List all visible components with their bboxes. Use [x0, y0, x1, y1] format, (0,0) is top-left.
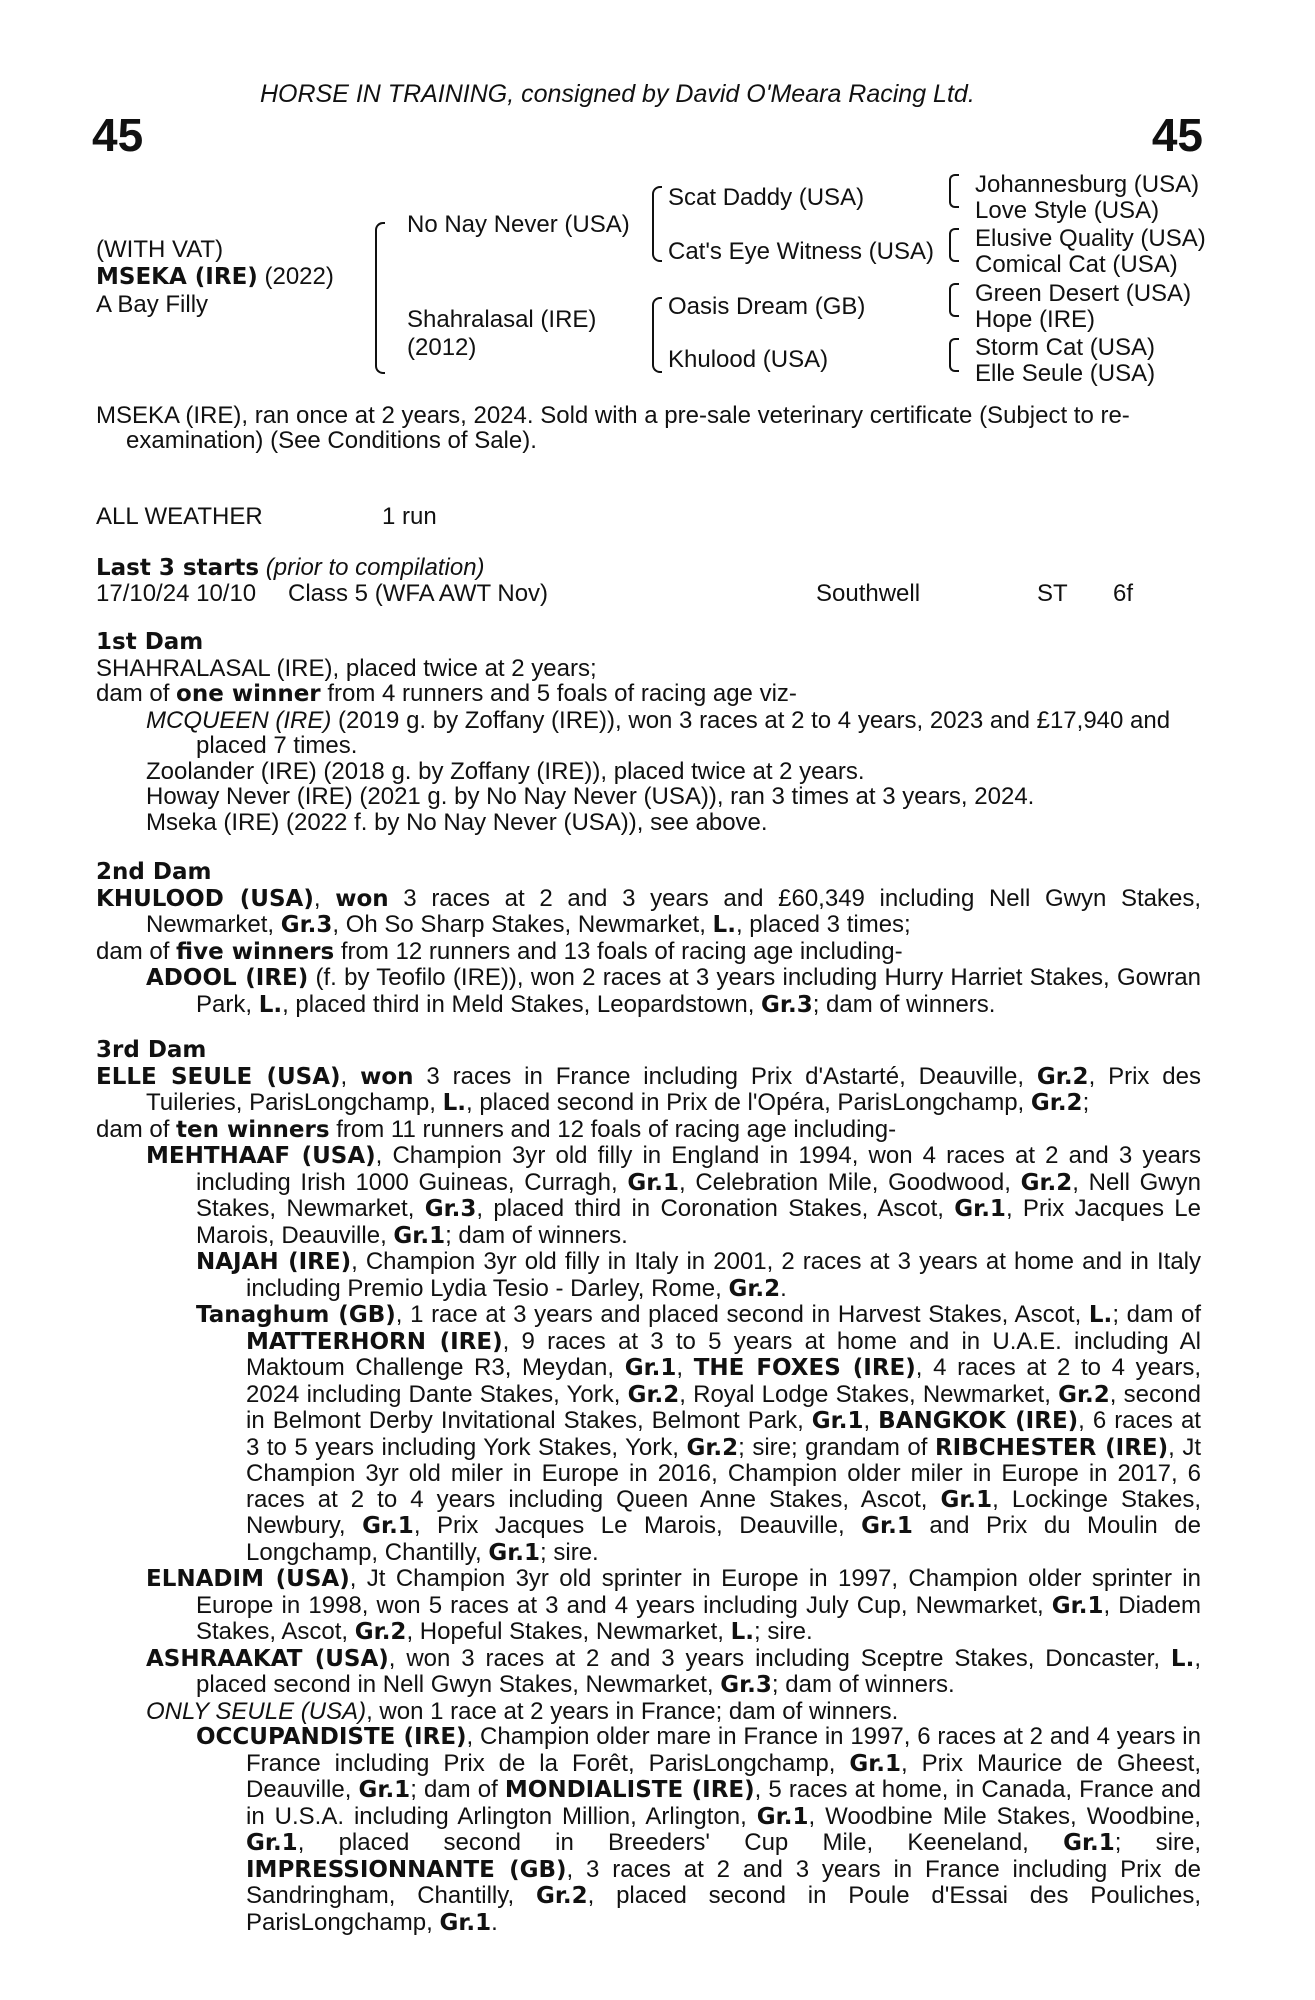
pedigree-brace-dam [652, 297, 662, 373]
third-dam-section [96, 1038, 1201, 1936]
offspring-adool: ADOOL (IRE) (f. by Teofilo (IRE)), won 2 races at 3 years including Hurry Harriet Stakes, Gowran Park, L., placed third in Meld Stakes, Leopardstown, Gr.3; dam of winners. [146, 964, 1201, 1018]
pedigree-brace-main [375, 222, 385, 374]
start-race: Class 5 (WFA AWT Nov) [288, 580, 549, 607]
pedigree-gen3-6: Hope (IRE) [975, 306, 1096, 333]
pedigree-sire-dam: Cat's Eye Witness (USA) [668, 238, 934, 265]
first-dam-heading: 1st Dam [96, 629, 204, 655]
start-course: Southwell [816, 580, 921, 607]
record-runs: 1 run [382, 503, 437, 530]
offspring-ashraakat: ASHRAAKAT (USA), won 3 races at 2 and 3 years including Sceptre Stakes, Doncaster, L., placed second in Nell Gwyn Stakes, Newmarket, Gr.3; dam of winners. [146, 1644, 1201, 1698]
offspring-mseka: Mseka (IRE) (2022 f. by No Nay Never (USA)), see above. [146, 808, 768, 836]
last-starts-heading-line [96, 554, 485, 582]
second-dam-record: KHULOOD (USA), won 3 races at 2 and 3 years and £60,349 including Nell Gwyn Stakes, Newmarket, Gr.3, Oh So Sharp Stakes, Newmarket, L., placed 3 times; [96, 884, 1202, 938]
pedigree-brace-g1 [949, 174, 959, 208]
pedigree-sire-sire: Scat Daddy (USA) [668, 184, 865, 211]
pedigree-dam-sire: Oasis Dream (GB) [668, 293, 866, 320]
horse-year: (2022) [264, 263, 334, 290]
pedigree-brace-g3 [949, 283, 959, 317]
pedigree-dam: Shahralasal (IRE) [407, 306, 597, 333]
pedigree-gen3-2: Love Style (USA) [975, 197, 1160, 224]
summary-line-2: examination) (See Conditions of Sale). [126, 427, 537, 454]
offspring-tanaghum: Tanaghum (GB), 1 race at 3 years and placed second in Harvest Stakes, Ascot, L.; dam of MATTERHORN (IRE), 9 races at 3 to 5 years at home and in U.A.E. including Al Maktoum Challenge R3, Meydan, Gr.1, THE FOXES (IRE), 4 races at 2 to 4 years, 2024 including Dante Stakes, York, Gr.2, Royal Lodge Stakes, Newmarket, Gr.2, second in Belmont Derby Invitational Stakes, Belmont Park, Gr.1, BANGKOK (IRE), 6 races at 3 to 5 years including York Stakes, York, Gr.2; sire; grandam of RIBCHESTER (IRE), Jt Champion 3yr old miler in Europe in 2016, Champion older miler in Europe in 2017, 6 races at 2 to 4 years including Queen Anne Stakes, Ascot, Gr.1, Lockinge Stakes, Newbury, Gr.1, Prix Jacques Le Marois, Deauville, Gr.1 and Prix du Moulin de Longchamp, Chantilly, Gr.1; sire. [196, 1301, 1202, 1566]
pedigree-gen3-3: Elusive Quality (USA) [975, 225, 1206, 252]
lot-number-left: 45 [92, 109, 144, 161]
start-going: ST [1037, 580, 1068, 607]
pedigree-dam-year: (2012) [407, 334, 477, 361]
summary-line-1: MSEKA (IRE), ran once at 2 years, 2024. Sold with a pre-sale veterinary certificate (Subject to re- [96, 402, 1130, 429]
second-dam-section [96, 860, 1201, 1018]
second-dam-heading: 2nd Dam [96, 859, 212, 885]
first-dam-produce-line: dam of one winner from 4 runners and 5 foals of racing age viz- [96, 680, 797, 707]
start-date-position: 17/10/24 10/10 [96, 580, 257, 607]
last-starts-heading: Last 3 starts [96, 555, 260, 581]
pedigree-sire: No Nay Never (USA) [407, 211, 630, 238]
pedigree-dam-dam: Khulood (USA) [668, 346, 829, 373]
offspring-elnadim: ELNADIM (USA), Jt Champion 3yr old sprinter in Europe in 1997, Champion older sprinter in Europe in 1998, won 5 races at 3 and 4 years including July Cup, Newmarket, Gr.1, Diadem Stakes, Ascot, Gr.2, Hopeful Stakes, Newmarket, L.; sire. [146, 1565, 1201, 1645]
offspring-howay-never: Howay Never (IRE) (2021 g. by No Nay Never (USA)), ran 3 times at 3 years, 2024. [146, 783, 1035, 810]
pedigree-brace-g4 [949, 338, 959, 372]
horse-description: A Bay Filly [96, 291, 209, 318]
pedigree-brace-sire [652, 186, 662, 262]
pedigree-gen3-5: Green Desert (USA) [975, 280, 1192, 307]
first-dam-line: SHAHRALASAL (IRE), placed twice at 2 years; [96, 654, 597, 682]
start-distance: 6f [1113, 580, 1134, 607]
offspring-najah: NAJAH (IRE), Champion 3yr old filly in Italy in 2001, 2 races at 3 years at home and in Italy including Premio Lydia Tesio - Darley, Rome, Gr.2. [196, 1248, 1201, 1302]
third-dam-record: ELLE SEULE (USA), won 3 races in France including Prix d'Astarté, Deauville, Gr.2, Prix des Tuileries, ParisLongchamp, L., placed second in Prix de l'Opéra, ParisLongchamp, Gr.2; [96, 1062, 1201, 1116]
pedigree-gen3-8: Elle Seule (USA) [975, 360, 1156, 387]
horse-title [96, 264, 334, 290]
lot-number-right: 45 [1151, 109, 1203, 161]
page-header: HORSE IN TRAINING, consigned by David O'Meara Racing Ltd. [260, 80, 975, 108]
first-dam-section [96, 630, 1201, 835]
vat-note: (WITH VAT) [96, 236, 224, 263]
offspring-occupandiste: OCCUPANDISTE (IRE), Champion older mare in France in 1997, 6 races at 2 and 4 years in France including Prix de la Forêt, ParisLongchamp, Gr.1, Prix Maurice de Gheest, Deauville, Gr.1; dam of MONDIALISTE (IRE), 5 races at home, in Canada, France and in U.S.A. including Arlington Million, Arlington, Gr.1, Woodbine Mile Stakes, Woodbine, Gr.1, placed second in Breeders' Cup Mile, Keeneland, Gr.1; sire, IMPRESSIONNANTE (GB), 3 races at 2 and 3 years in France including Prix de Sandringham, Chantilly, Gr.2, placed second in Poule d'Essai des Pouliches, ParisLongchamp, Gr.1. [196, 1723, 1202, 1936]
horse-name: MSEKA (IRE) [96, 264, 258, 290]
offspring-only-seule: ONLY SEULE (USA), won 1 race at 2 years in France; dam of winners. [146, 1697, 899, 1725]
offspring-zoolander: Zoolander (IRE) (2018 g. by Zoffany (IRE)), placed twice at 2 years. [146, 757, 865, 785]
second-dam-produce-line: dam of five winners from 12 runners and 13 foals of racing age including- [96, 937, 903, 965]
pedigree-gen3-1: Johannesburg (USA) [975, 171, 1200, 198]
third-dam-produce-line: dam of ten winners from 11 runners and 12 foals of racing age including- [96, 1115, 897, 1143]
pedigree-gen3-4: Comical Cat (USA) [975, 251, 1178, 278]
third-dam-heading: 3rd Dam [96, 1037, 207, 1063]
record-surface: ALL WEATHER [96, 503, 263, 530]
pedigree-brace-g2 [949, 228, 959, 262]
last-starts-note: (prior to compilation) [265, 554, 485, 581]
pedigree-gen3-7: Storm Cat (USA) [975, 334, 1156, 361]
offspring-mcqueen: MCQUEEN (IRE) (2019 g. by Zoffany (IRE)), won 3 races at 2 to 4 years, 2023 and £17,940 and placed 7 times. [146, 706, 1171, 759]
offspring-mehthaaf: MEHTHAAF (USA), Champion 3yr old filly in England in 1994, won 4 races at 2 and 3 years including Irish 1000 Guineas, Curragh, Gr.1, Celebration Mile, Goodwood, Gr.2, Nell Gwyn Stakes, Newmarket, Gr.3, placed third in Coronation Stakes, Ascot, Gr.1, Prix Jacques Le Marois, Deauville, Gr.1; dam of winners. [146, 1142, 1202, 1249]
